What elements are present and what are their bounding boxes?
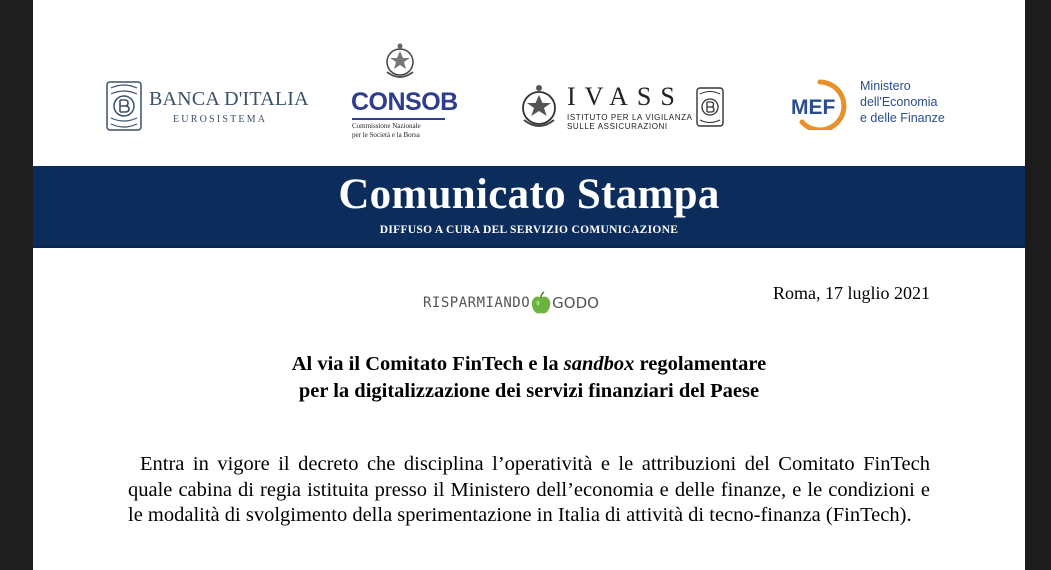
- headline-line2: per la digitalizzazione dei servizi finanziari del Paese: [298, 380, 760, 402]
- mef-mark-icon: [790, 78, 852, 130]
- headline-line1: [33, 351, 1025, 378]
- viewer-gutter: [1025, 0, 1051, 570]
- banca-italia-seal-icon: [105, 80, 143, 132]
- watermark-left-text: RISPARMIANDO: [423, 295, 531, 311]
- headline-line1-suffix: regolamentare: [634, 353, 767, 375]
- ivass-name: IVASS: [567, 82, 684, 111]
- banner-title: Comunicato Stampa: [338, 171, 720, 218]
- watermark: [423, 290, 599, 316]
- ivass-subtitle-line1: ISTITUTO PER LA VIGILANZA: [567, 113, 693, 122]
- banca-italia-mini-seal-icon: [695, 86, 725, 128]
- mef-line2: dell'Economia: [860, 95, 938, 109]
- watermark-right-text: GODO: [552, 294, 599, 312]
- mef-mark-text: MEF: [791, 96, 836, 119]
- mef-line1: Ministero: [860, 79, 911, 93]
- consob-subtitle-line1: Commissione Nazionale: [352, 122, 421, 130]
- body-paragraph: Entra in vigore il decreto che disciplina l’operatività e le attribuzioni del Comitato FinTech quale cabina di regia istituita presso il Ministero dell’economia e delle finanze, e le condizioni e le modalità di svolgimento della sperimentazione in Italia di attività di tecno-finanza (FinTech).: [128, 453, 930, 526]
- consob-name: CONSOB: [351, 88, 458, 116]
- mef-line3: e delle Finanze: [860, 111, 945, 125]
- mef-name: [860, 78, 945, 126]
- italian-republic-emblem-icon: [383, 42, 417, 82]
- mef-logo: [790, 76, 960, 132]
- ivass-emblem-icon: [519, 84, 559, 130]
- document-page: [33, 0, 1025, 570]
- ivass-subtitle-line2: SULLE ASSICURAZIONI: [567, 122, 668, 131]
- ivass-logo: [519, 82, 729, 132]
- green-apple-icon: [531, 291, 551, 315]
- banca-italia-logo: [105, 80, 309, 136]
- consob-divider: [352, 118, 445, 120]
- banner-subtitle: DIFFUSO A CURA DEL SERVIZIO COMUNICAZIONE: [379, 224, 679, 236]
- press-release-banner: [33, 166, 1025, 248]
- banca-italia-name: BANCA D'ITALIA: [149, 88, 309, 110]
- release-date: Roma, 17 luglio 2021: [773, 283, 930, 303]
- consob-subtitle-line2: per le Società e la Borsa: [352, 131, 420, 139]
- headline: [33, 351, 1025, 405]
- banca-italia-subtitle: EUROSISTEMA: [173, 114, 268, 125]
- consob-logo: [349, 42, 458, 142]
- headline-line1-italic: sandbox: [563, 353, 635, 375]
- headline-line1-prefix: Al via il Comitato FinTech e la: [291, 353, 564, 375]
